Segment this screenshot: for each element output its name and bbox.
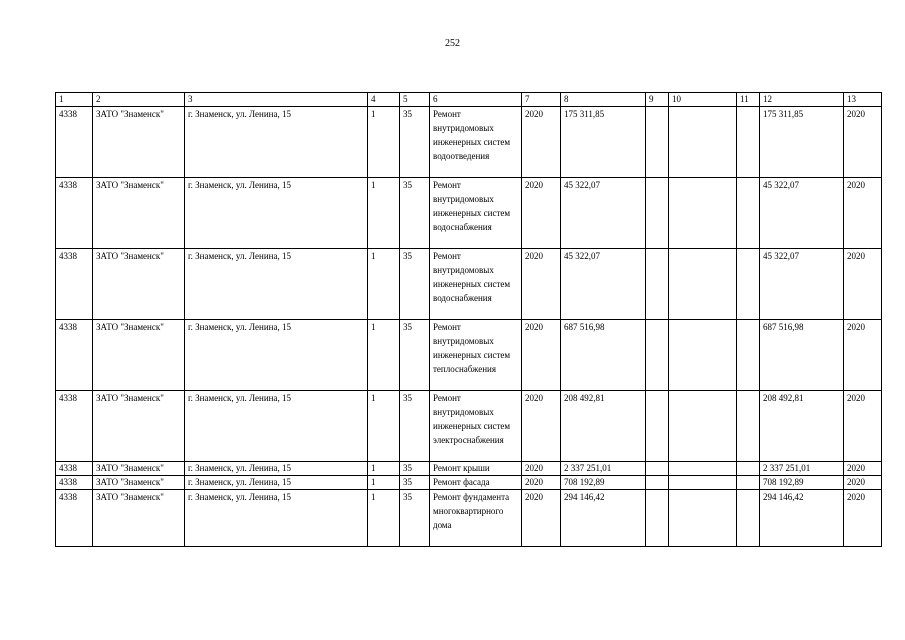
cell-col9 (646, 476, 669, 490)
cell-cost: 2 337 251,01 (561, 462, 646, 476)
table-row (56, 462, 882, 476)
cell-col5: 35 (400, 462, 430, 476)
cell-col4: 1 (368, 107, 400, 178)
cell-year-end: 2020 (844, 490, 882, 547)
cell-year: 2020 (522, 320, 561, 391)
cell-col10 (669, 490, 737, 547)
cell-year-end: 2020 (844, 107, 882, 178)
cell-col9 (646, 391, 669, 462)
cell-address: г. Знаменск, ул. Ленина, 15 (185, 476, 368, 490)
column-header: 6 (430, 93, 522, 107)
table-row (56, 249, 882, 320)
cell-col11 (737, 490, 760, 547)
cell-col11 (737, 391, 760, 462)
column-header: 7 (522, 93, 561, 107)
cell-work-type: Ремонт фасада (430, 476, 522, 490)
column-header: 10 (669, 93, 737, 107)
cell-cost: 45 322,07 (561, 178, 646, 249)
cell-col4: 1 (368, 462, 400, 476)
cell-municipality: ЗАТО "Знаменск" (93, 462, 185, 476)
cell-cost-total: 294 146,42 (760, 490, 844, 547)
table-row (56, 178, 882, 249)
cell-cost-total: 45 322,07 (760, 178, 844, 249)
cell-col4: 1 (368, 476, 400, 490)
cell-col10 (669, 476, 737, 490)
cell-col4: 1 (368, 178, 400, 249)
cell-cost: 175 311,85 (561, 107, 646, 178)
cell-col9 (646, 107, 669, 178)
cell-id: 4338 (56, 320, 93, 391)
cell-col11 (737, 107, 760, 178)
cell-address: г. Знаменск, ул. Ленина, 15 (185, 490, 368, 547)
cell-col5: 35 (400, 178, 430, 249)
cell-id: 4338 (56, 249, 93, 320)
cell-work-type: Ремонт внутридомовых инженерных систем электроснабжения (430, 391, 522, 462)
cell-id: 4338 (56, 391, 93, 462)
cell-cost-total: 2 337 251,01 (760, 462, 844, 476)
cell-col10 (669, 107, 737, 178)
cell-col11 (737, 462, 760, 476)
table-row (56, 476, 882, 490)
cell-col4: 1 (368, 490, 400, 547)
cell-col9 (646, 462, 669, 476)
column-header: 5 (400, 93, 430, 107)
table-row (56, 490, 882, 547)
cell-id: 4338 (56, 462, 93, 476)
cell-year: 2020 (522, 490, 561, 547)
cell-address: г. Знаменск, ул. Ленина, 15 (185, 462, 368, 476)
cell-col11 (737, 178, 760, 249)
cell-address: г. Знаменск, ул. Ленина, 15 (185, 249, 368, 320)
cell-work-type: Ремонт внутридомовых инженерных систем водоотведения (430, 107, 522, 178)
cell-cost: 294 146,42 (561, 490, 646, 547)
cell-municipality: ЗАТО "Знаменск" (93, 476, 185, 490)
cell-col5: 35 (400, 476, 430, 490)
cell-year: 2020 (522, 462, 561, 476)
column-number-row (56, 93, 882, 107)
cell-year: 2020 (522, 107, 561, 178)
cell-col4: 1 (368, 391, 400, 462)
cell-year: 2020 (522, 249, 561, 320)
cell-cost-total: 208 492,81 (760, 391, 844, 462)
column-header: 13 (844, 93, 882, 107)
cell-id: 4338 (56, 476, 93, 490)
table-row (56, 320, 882, 391)
cell-col9 (646, 249, 669, 320)
cell-col11 (737, 476, 760, 490)
cell-col5: 35 (400, 490, 430, 547)
cell-col5: 35 (400, 107, 430, 178)
cell-work-type: Ремонт внутридомовых инженерных систем водоснабжения (430, 178, 522, 249)
repair-register-table (55, 92, 882, 547)
cell-col5: 35 (400, 391, 430, 462)
cell-col4: 1 (368, 249, 400, 320)
cell-id: 4338 (56, 107, 93, 178)
cell-cost-total: 45 322,07 (760, 249, 844, 320)
table-row (56, 107, 882, 178)
cell-cost: 208 492,81 (561, 391, 646, 462)
page-number: 252 (445, 38, 460, 49)
cell-col10 (669, 391, 737, 462)
cell-col9 (646, 490, 669, 547)
cell-work-type: Ремонт внутридомовых инженерных систем теплоснабжения (430, 320, 522, 391)
cell-cost: 45 322,07 (561, 249, 646, 320)
cell-col4: 1 (368, 320, 400, 391)
cell-col5: 35 (400, 249, 430, 320)
cell-col10 (669, 178, 737, 249)
cell-address: г. Знаменск, ул. Ленина, 15 (185, 178, 368, 249)
cell-address: г. Знаменск, ул. Ленина, 15 (185, 391, 368, 462)
cell-col10 (669, 249, 737, 320)
cell-col10 (669, 462, 737, 476)
cell-cost: 708 192,89 (561, 476, 646, 490)
cell-municipality: ЗАТО "Знаменск" (93, 107, 185, 178)
cell-work-type: Ремонт внутридомовых инженерных систем водоснабжения (430, 249, 522, 320)
column-header: 12 (760, 93, 844, 107)
cell-municipality: ЗАТО "Знаменск" (93, 391, 185, 462)
cell-year-end: 2020 (844, 320, 882, 391)
cell-col9 (646, 320, 669, 391)
cell-address: г. Знаменск, ул. Ленина, 15 (185, 320, 368, 391)
cell-year-end: 2020 (844, 462, 882, 476)
cell-municipality: ЗАТО "Знаменск" (93, 178, 185, 249)
column-header: 9 (646, 93, 669, 107)
cell-year-end: 2020 (844, 391, 882, 462)
column-header: 4 (368, 93, 400, 107)
cell-municipality: ЗАТО "Знаменск" (93, 249, 185, 320)
cell-work-type: Ремонт крыши (430, 462, 522, 476)
cell-id: 4338 (56, 490, 93, 547)
cell-work-type: Ремонт фундамента многоквартирного дома (430, 490, 522, 547)
cell-cost-total: 708 192,89 (760, 476, 844, 490)
cell-id: 4338 (56, 178, 93, 249)
cell-col11 (737, 249, 760, 320)
cell-year-end: 2020 (844, 178, 882, 249)
cell-address: г. Знаменск, ул. Ленина, 15 (185, 107, 368, 178)
cell-year-end: 2020 (844, 249, 882, 320)
cell-year: 2020 (522, 178, 561, 249)
cell-cost: 687 516,98 (561, 320, 646, 391)
cell-col9 (646, 178, 669, 249)
cell-municipality: ЗАТО "Знаменск" (93, 490, 185, 547)
column-header: 3 (185, 93, 368, 107)
cell-year: 2020 (522, 476, 561, 490)
column-header: 8 (561, 93, 646, 107)
table-row (56, 391, 882, 462)
cell-col11 (737, 320, 760, 391)
column-header: 11 (737, 93, 760, 107)
cell-year: 2020 (522, 391, 561, 462)
cell-municipality: ЗАТО "Знаменск" (93, 320, 185, 391)
cell-col5: 35 (400, 320, 430, 391)
column-header: 2 (93, 93, 185, 107)
cell-year-end: 2020 (844, 476, 882, 490)
cell-cost-total: 175 311,85 (760, 107, 844, 178)
cell-col10 (669, 320, 737, 391)
column-header: 1 (56, 93, 93, 107)
cell-cost-total: 687 516,98 (760, 320, 844, 391)
